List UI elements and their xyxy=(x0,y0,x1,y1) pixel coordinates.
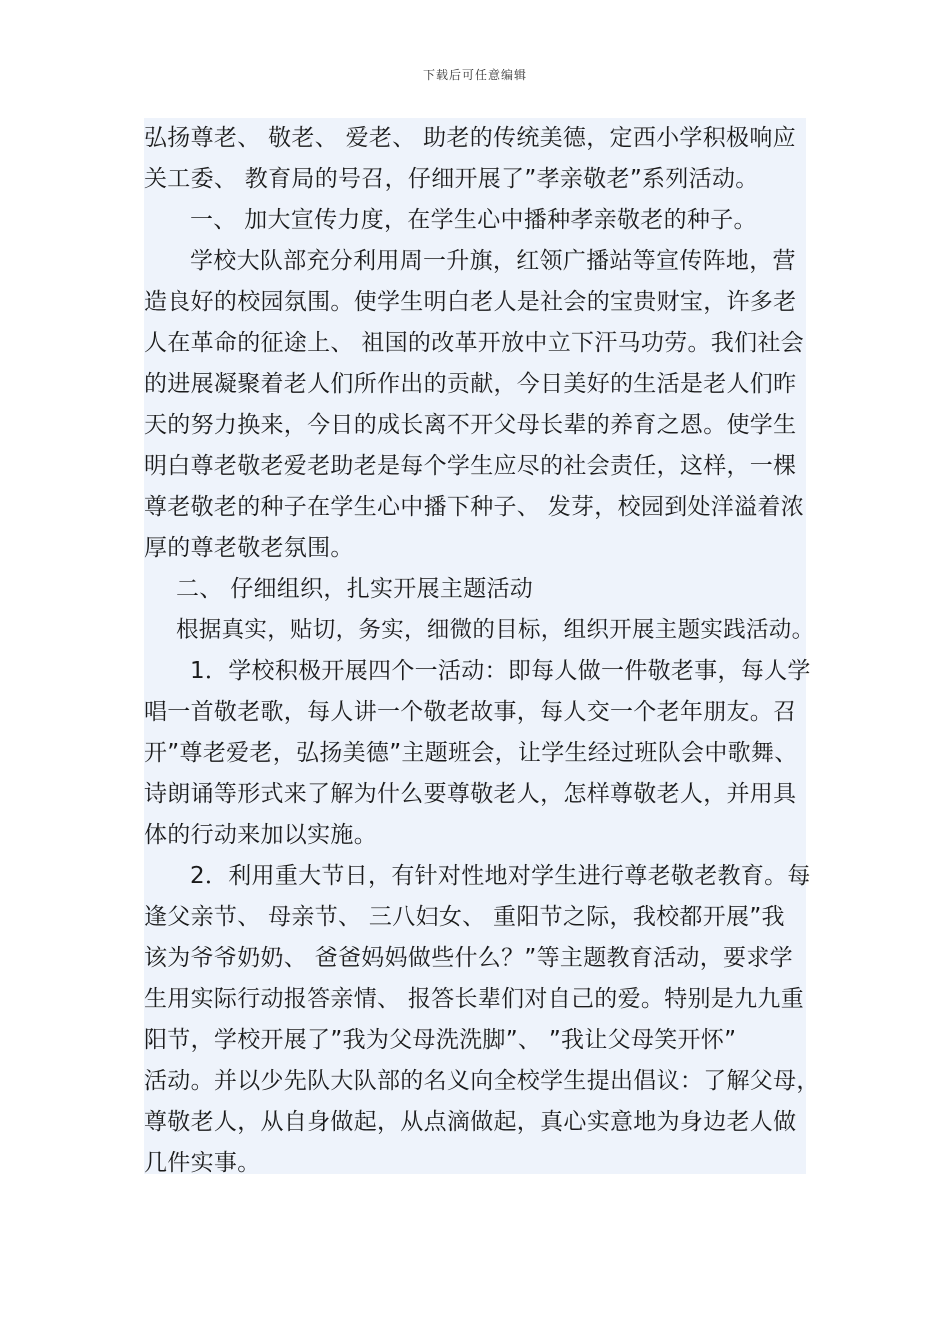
text-line: 1．学校积极开展四个一活动：即每人做一件敬老事，每人学 xyxy=(190,658,811,684)
text-line: 天的努力换来，今日的成长离不开父母长辈的养育之恩。使学生 xyxy=(144,412,797,438)
text-line: 根据真实，贴切，务实，细微的目标，组织开展主题实践活动。 xyxy=(176,617,815,643)
text-line: 活动。并以少先队大队部的名义向全校学生提出倡议：了解父母， xyxy=(144,1068,820,1094)
text-line: 明白尊老敬老爱老助老是每个学生应尽的社会责任，这样，一棵 xyxy=(144,453,797,479)
text-line: 尊老敬老的种子在学生心中播下种子、 发芽，校园到处洋溢着浓 xyxy=(144,494,805,520)
text-line: 诗朗诵等形式来了解为什么要尊敬老人，怎样尊敬老人，并用具 xyxy=(144,781,797,807)
text-line: 造良好的校园氛围。使学生明白老人是社会的宝贵财宝，许多老 xyxy=(144,289,797,315)
text-line: 弘扬尊老、 敬老、 爱老、 助老的传统美德，定西小学积极响应 xyxy=(144,125,796,151)
text-line: 人在革命的征途上、 祖国的改革开放中立下汗马功劳。我们社会 xyxy=(144,330,805,356)
text-line: 一、 加大宣传力度，在学生心中播种孝亲敬老的种子。 xyxy=(190,207,757,233)
text-line: 学校大队部充分利用周一升旗，红领广播站等宣传阵地，营 xyxy=(190,248,796,274)
text-line: 生用实际行动报答亲情、 报答长辈们对自己的爱。特别是九九重 xyxy=(144,986,805,1012)
text-line: 几件实事。 xyxy=(144,1150,261,1176)
text-line: 2．利用重大节日，有针对性地对学生进行尊老敬老教育。每 xyxy=(190,863,811,889)
text-line: 体的行动来加以实施。 xyxy=(144,822,377,848)
text-line: 逢父亲节、 母亲节、 三八妇女、 重阳节之际，我校都开展”我 xyxy=(144,904,785,930)
document-body xyxy=(144,118,820,1176)
text-line: 阳节，学校开展了”我为父母洗洗脚”、 ”我让父母笑开怀” xyxy=(144,1027,737,1053)
text-line: 唱一首敬老歌，每人讲一个敬老故事，每人交一个老年朋友。召 xyxy=(144,699,797,725)
text-line: 关工委、 教育局的号召，仔细开展了”孝亲敬老”系列活动。 xyxy=(144,166,759,192)
text-line: 厚的尊老敬老氛围。 xyxy=(144,535,354,561)
text-line: 二、 仔细组织，扎实开展主题活动 xyxy=(176,576,534,602)
text-line: 开”尊老爱老，弘扬美德”主题班会，让学生经过班队会中歌舞、 xyxy=(144,740,798,766)
text-line: 该为爷爷奶奶、 爸爸妈妈做些什么？”等主题教育活动，要求学 xyxy=(144,945,793,971)
page-header: 下载后可任意编辑 xyxy=(422,68,527,82)
text-line: 尊敬老人，从自身做起，从点滴做起，真心实意地为身边老人做 xyxy=(144,1109,797,1135)
text-line: 的进展凝聚着老人们所作出的贡献，今日美好的生活是老人们昨 xyxy=(144,371,797,397)
